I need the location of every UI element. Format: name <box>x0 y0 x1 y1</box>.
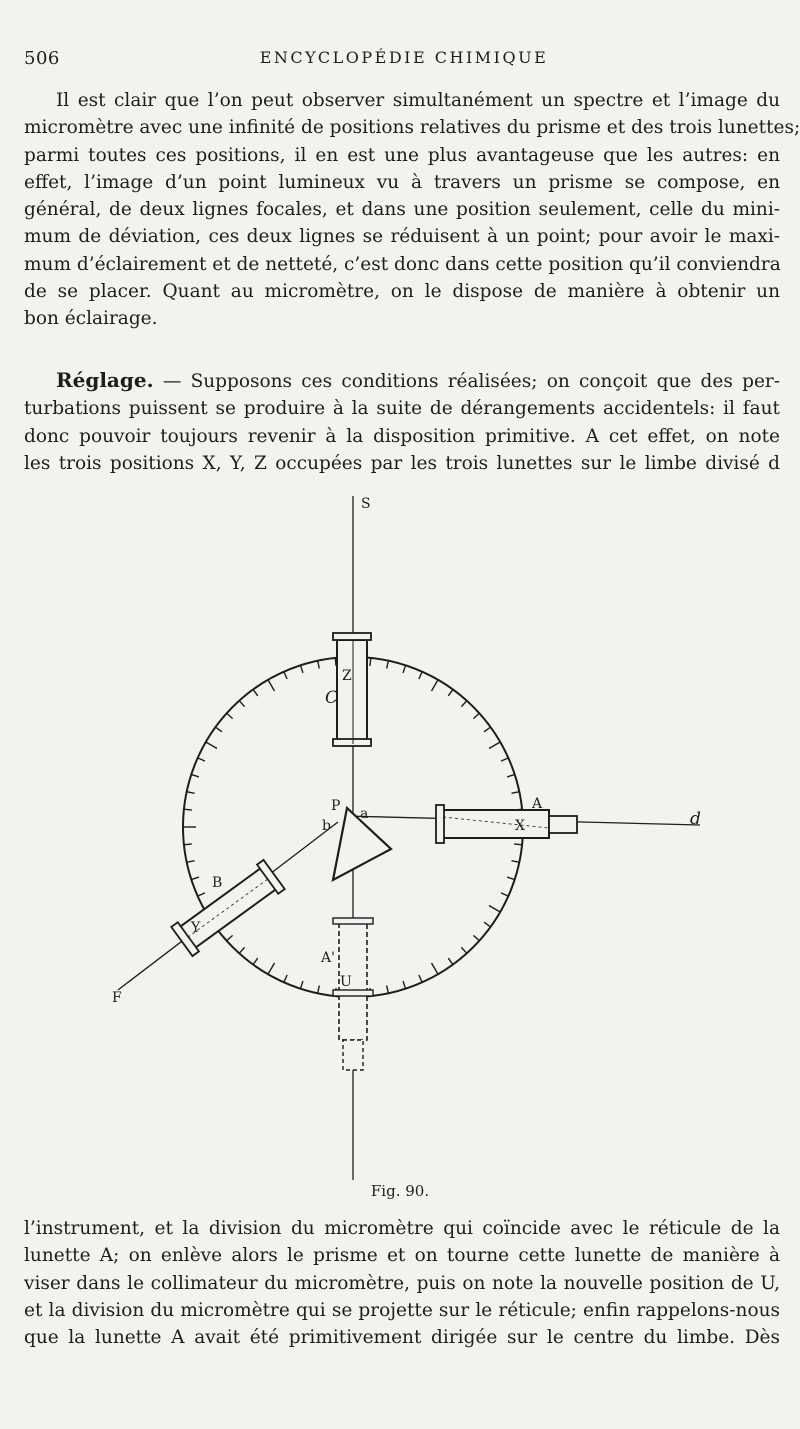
graduation-tick <box>403 665 405 673</box>
text-line: mum de déviation, ces deux lignes se réduisent à un point; pour avoir le maxi- <box>24 226 780 248</box>
graduation-tick <box>318 985 320 993</box>
text-line: bon éclairage. <box>24 308 158 330</box>
graduation-tick <box>432 680 439 691</box>
graduation-tick <box>268 963 275 974</box>
text-line: et la division du micromètre qui se projette sur le réticule; enfin rappelons-nous <box>24 1299 780 1321</box>
label-b-small: b <box>322 818 331 834</box>
graduation-tick <box>448 689 453 695</box>
telescope-c <box>333 633 371 746</box>
graduation-tick <box>253 958 258 964</box>
text-line: général, de deux lignes focales, et dans une position seulement, celle du mini- <box>24 199 780 221</box>
label-u: U <box>340 974 352 990</box>
graduation-tick <box>227 935 233 940</box>
graduation-tick <box>461 947 466 953</box>
graduation-tick <box>507 877 515 879</box>
graduation-tick <box>198 893 205 896</box>
text-line: de se placer. Quant au micromètre, on le dispose de manière à obtenir un <box>24 281 780 303</box>
label-s: S <box>361 496 371 512</box>
label-y: Y <box>191 920 201 936</box>
label-p: P <box>331 798 341 814</box>
section-heading: Réglage. <box>56 368 154 392</box>
text-line: Il est clair que l’on peut observer simultanément un spectre et l’image du <box>56 90 780 111</box>
spectroscope-diagram <box>0 490 800 1210</box>
page-number: 506 <box>24 48 60 69</box>
graduation-tick <box>187 792 195 794</box>
graduation-tick <box>461 701 466 707</box>
graduation-tick <box>403 981 405 989</box>
graduation-tick <box>187 861 195 863</box>
collimator-u <box>333 918 373 1070</box>
text-line: que la lunette A avait été primitivement dirigée sur le centre du limbe. Dès <box>24 1327 780 1349</box>
graduation-tick <box>184 844 192 845</box>
graduation-tick <box>284 672 287 679</box>
graduation-tick <box>191 877 199 879</box>
graduation-tick <box>191 774 199 776</box>
paragraph-instrument <box>24 1215 780 1351</box>
text-line: donc pouvoir toujours revenir à la disposition primitive. A cet effet, on note <box>24 425 780 447</box>
graduation-tick <box>501 893 508 896</box>
journal-title: ENCYCLOPÉDIE CHIMIQUE <box>259 48 549 67</box>
label-d: d <box>690 809 701 829</box>
text-line: mum d’éclairement et de netteté, c’est donc dans cette position qu’il conviendra <box>24 253 781 275</box>
graduation-tick <box>239 947 244 953</box>
telescope-a <box>436 805 577 843</box>
label-f: F <box>112 990 122 1006</box>
graduation-tick <box>501 758 508 761</box>
graduation-tick <box>511 861 519 863</box>
graduation-tick <box>300 665 302 673</box>
graduation-tick <box>318 661 320 669</box>
graduation-tick <box>335 658 336 666</box>
text-line: lunette A; on enlève alors le prisme et on tourne cette lunette de manière à <box>24 1245 780 1267</box>
graduation-tick <box>489 906 500 913</box>
graduation-tick <box>419 975 422 982</box>
graduation-tick <box>227 713 233 718</box>
text-line: effet, l’image d’un point lumineux vu à travers un prisme se compose, en <box>24 171 780 193</box>
text-line: parmi toutes ces positions, il en est une plus avantageuse que les autres: en <box>24 144 780 166</box>
graduation-tick <box>206 742 217 749</box>
label-c: C <box>325 688 339 708</box>
graduation-tick <box>484 922 490 927</box>
label-x: X <box>515 818 525 834</box>
label-a-small: a <box>360 806 369 822</box>
graduation-tick <box>387 985 389 993</box>
text-line <box>24 367 780 395</box>
text-fragment: — Supposons ces conditions réalisées; on conçoit que des per- <box>153 371 780 392</box>
graduation-tick <box>198 758 205 761</box>
graduation-tick <box>268 680 275 691</box>
label-a-prime: A' <box>321 950 335 966</box>
graduation-tick <box>284 975 287 982</box>
graduation-tick <box>215 727 221 732</box>
graduation-tick <box>253 689 258 695</box>
label-z: Z <box>342 668 352 684</box>
graduation-tick <box>489 742 500 749</box>
graduation-tick <box>239 701 244 707</box>
graduation-tick <box>473 935 479 940</box>
paragraph-reglage <box>24 367 780 477</box>
graduation-tick <box>514 844 522 845</box>
graduation-tick <box>507 774 515 776</box>
graduation-tick <box>511 792 519 794</box>
graduation-tick <box>184 809 192 810</box>
graduation-tick <box>448 958 453 964</box>
label-a-telescope: A <box>532 796 543 812</box>
graduation-tick <box>419 672 422 679</box>
text-line: l’instrument, et la division du micromètre qui coïncide avec le réticule de la <box>24 1218 780 1239</box>
text-line: micromètre avec une infinité de positions relatives du prisme et des trois lunettes; <box>24 117 800 139</box>
graduation-tick <box>370 658 371 666</box>
text-line: les trois positions X, Y, Z occupées par les trois lunettes sur le limbe divisé d <box>24 452 780 474</box>
graduation-tick <box>387 661 389 669</box>
label-b-telescope: B <box>212 875 223 891</box>
text-line: viser dans le collimateur du micromètre, puis on note la nouvelle position de U, <box>24 1272 780 1294</box>
running-head <box>24 48 784 72</box>
graduation-tick <box>432 963 439 974</box>
paragraph-observation <box>24 87 800 333</box>
text-line: turbations puissent se produire à la suite de dérangements accidentels: il faut <box>24 398 780 420</box>
graduation-tick <box>473 713 479 718</box>
figure-caption: Fig. 90. <box>370 1182 430 1200</box>
diagram-svg <box>0 490 800 1210</box>
graduation-tick <box>484 727 490 732</box>
graduation-tick <box>300 981 302 989</box>
